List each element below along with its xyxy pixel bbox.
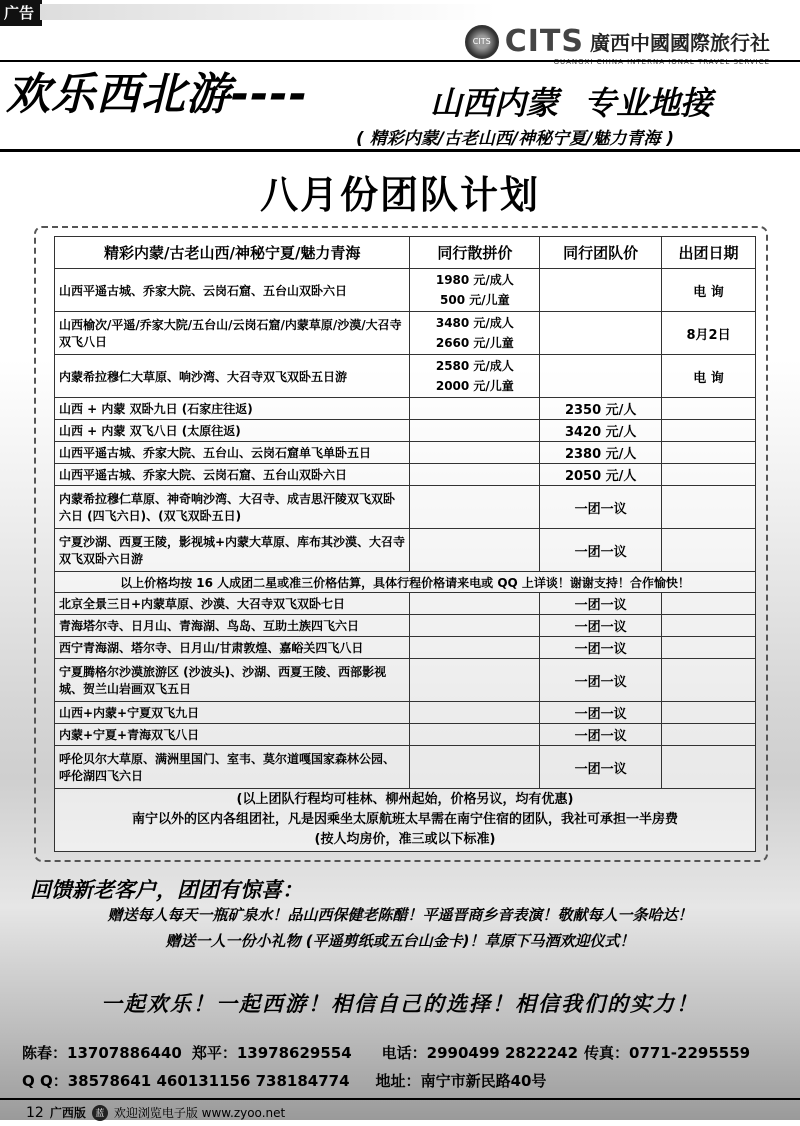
bottom-note-1: (以上团队行程均可桂林、柳州起始，价格另议，均有优惠) <box>236 792 574 807</box>
table-row <box>55 398 756 420</box>
table-row <box>55 724 756 746</box>
route-cell: 西宁青海湖、塔尔寺、日月山/甘肃敦煌、嘉峪关四飞八日 <box>55 637 410 659</box>
adult-price: 2580 元/成人 <box>435 359 514 373</box>
table-row <box>55 702 756 724</box>
group-price-cell: 一团一议 <box>540 746 662 789</box>
qq-label: Q Q： <box>22 1072 68 1090</box>
route-cell: 山西榆次/平遥/乔家大院/五台山/云岗石窟/内蒙草原/沙漠/大召寺双飞八日 <box>55 312 410 355</box>
bottom-notes <box>55 789 756 852</box>
cits-logo <box>465 24 770 66</box>
group-price-cell: 3420 元/人 <box>540 420 662 442</box>
contact-line-1 <box>22 1042 750 1063</box>
route-cell: 山西 + 内蒙 双卧九日 (石家庄往返) <box>55 398 410 420</box>
site-link[interactable]: 欢迎浏览电子版 www.zyoo.net <box>113 1106 286 1120</box>
table-header-row <box>55 237 756 269</box>
table-row <box>55 442 756 464</box>
route-cell: 宁夏腾格尔沙漠旅游区 (沙波头)、沙湖、西夏王陵、西部影视城、贺兰山岩画双飞五日 <box>55 659 410 702</box>
route-cell: 青海塔尔寺、日月山、青海湖、鸟岛、互助土族四飞六日 <box>55 615 410 637</box>
col-header-departure-date: 出团日期 <box>662 237 756 269</box>
group-price-cell: 一团一议 <box>540 486 662 529</box>
brand-name-en: GUANGXI CHINA INTERNA IONAL TRAVEL SERVICE <box>553 58 770 66</box>
contact-name-2-label: 郑平： <box>191 1044 237 1062</box>
tour-plan-table <box>54 236 756 852</box>
child-price: 2660 元/儿童 <box>435 336 514 350</box>
table-row <box>55 269 756 312</box>
cits-emblem-icon: CITS <box>465 25 499 59</box>
brand-name-cn: 廣西中國國際旅行社 <box>590 31 770 55</box>
table-row <box>55 312 756 355</box>
sub-title-service: 专业地接 <box>584 84 713 122</box>
tel-value: 2990499 2822242 <box>426 1044 579 1062</box>
middle-note: 以上价格均按 16 人成团二星或准三价格估算，具体行程价格请来电或 QQ 上详谈！谢谢支持！合作愉快！ <box>55 572 756 593</box>
table-row <box>55 464 756 486</box>
fax-value: 0771-2295559 <box>629 1044 751 1062</box>
col-header-group-price: 同行团队价 <box>540 237 662 269</box>
contact-name-1-phone: 13707886440 <box>67 1044 182 1062</box>
brand-text: CITS <box>504 24 584 59</box>
child-price: 500 元/儿童 <box>440 293 510 307</box>
sub-title-region: 山西内蒙 <box>430 84 559 122</box>
brand-names <box>590 27 770 56</box>
sub-title <box>430 78 712 124</box>
promo-headline: 回馈新老客户，团团有惊喜： <box>30 878 303 902</box>
footer-rule <box>0 1098 800 1100</box>
bottom-note-2: 南宁以外的区内各组团社，凡是因乘坐太原航班太早需在南宁住宿的团队，我社可承担一半房费 <box>131 812 678 827</box>
date-cell: 8月2日 <box>662 312 756 355</box>
group-price-cell: 一团一议 <box>540 529 662 572</box>
contact-line-2 <box>22 1070 546 1091</box>
group-price-cell: 2380 元/人 <box>540 442 662 464</box>
col-header-individual-price: 同行散拼价 <box>410 237 540 269</box>
group-price-cell <box>540 312 662 355</box>
table-row <box>55 486 756 529</box>
table-row <box>55 529 756 572</box>
contact-name-1-label: 陈春： <box>22 1044 68 1062</box>
route-cell: 北京全景三日+内蒙草原、沙漠、大召寺双飞双卧七日 <box>55 593 410 615</box>
date-cell: 电 询 <box>662 269 756 312</box>
address-label: 地址： <box>375 1072 421 1090</box>
price-cell <box>410 355 540 398</box>
route-cell: 山西 + 内蒙 双飞八日 (太原往返) <box>55 420 410 442</box>
main-title: 欢乐西北游---- <box>6 69 309 120</box>
table-row <box>55 420 756 442</box>
group-price-cell <box>540 269 662 312</box>
table-note-row <box>55 572 756 593</box>
route-cell: 内蒙希拉穆仁草原、神奇响沙湾、大召寺、成吉思汗陵双飞双卧六日 (四飞六日)、(双飞双卧五日) <box>55 486 410 529</box>
qq-value: 38578641 460131156 738184774 <box>67 1072 350 1090</box>
route-cell: 山西平遥古城、乔家大院、云岗石窟、五台山双卧六日 <box>55 269 410 312</box>
group-price-cell: 一团一议 <box>540 615 662 637</box>
price-cell <box>410 269 540 312</box>
gift-line-1: 赠送每人每天一瓶矿泉水！品山西保健老陈醋！平遥晋商乡音表演！敬献每人一条哈达！ <box>107 906 693 924</box>
group-price-cell: 一团一议 <box>540 659 662 702</box>
top-rule <box>40 4 800 20</box>
route-cell: 山西平遥古城、乔家大院、五台山、云岗石窟单飞单卧五日 <box>55 442 410 464</box>
route-cell: 呼伦贝尔大草原、满洲里国门、室韦、莫尔道嘎国家森林公园、呼伦湖四飞六日 <box>55 746 410 789</box>
adult-price: 1980 元/成人 <box>435 273 514 287</box>
route-cell: 内蒙希拉穆仁大草原、响沙湾、大召寺双飞双卧五日游 <box>55 355 410 398</box>
footer <box>26 1104 285 1121</box>
fax-label: 传真： <box>584 1044 630 1062</box>
group-price-cell <box>540 355 662 398</box>
tel-label: 电话： <box>381 1044 427 1062</box>
bottom-note-3: (按人均房价，准三或以下标准) <box>314 832 496 847</box>
gift-line-2: 赠送一人一份小礼物 (平遥剪纸或五台山金卡)！草原下马酒欢迎仪式！ <box>165 932 635 950</box>
table-row <box>55 355 756 398</box>
table-row <box>55 746 756 789</box>
group-price-cell: 2350 元/人 <box>540 398 662 420</box>
group-price-cell: 一团一议 <box>540 724 662 746</box>
plan-title: 八月份团队计划 <box>259 173 540 217</box>
table-row <box>55 593 756 615</box>
table-row <box>55 659 756 702</box>
col-header-route: 精彩内蒙/古老山西/神秘宁夏/魅力青海 <box>55 237 410 269</box>
route-cell: 山西+内蒙+宁夏双飞九日 <box>55 702 410 724</box>
edition-label: 广西版 <box>49 1106 86 1120</box>
edition-badge-icon: 蓝 <box>92 1105 108 1121</box>
table-row <box>55 615 756 637</box>
child-price: 2000 元/儿童 <box>435 379 514 393</box>
route-cell: 宁夏沙湖、西夏王陵，影视城+内蒙大草原、库布其沙漠、大召寺双飞双卧六日游 <box>55 529 410 572</box>
ad-tag: 广告 <box>0 0 42 26</box>
group-price-cell: 一团一议 <box>540 702 662 724</box>
route-cell: 内蒙+宁夏+青海双飞八日 <box>55 724 410 746</box>
adult-price: 3480 元/成人 <box>435 316 514 330</box>
price-cell <box>410 312 540 355</box>
address-value: 南宁市新民路40号 <box>420 1072 547 1090</box>
date-cell: 电 询 <box>662 355 756 398</box>
group-price-cell: 一团一议 <box>540 593 662 615</box>
group-price-cell: 一团一议 <box>540 637 662 659</box>
page-number: 12 <box>26 1104 44 1121</box>
table-row <box>55 637 756 659</box>
tagline: ( 精彩内蒙/古老山西/神秘宁夏/魅力青海 ) <box>356 129 675 149</box>
slogan: 一起欢乐！一起西游！相信自己的选择！相信我们的实力！ <box>101 992 699 1016</box>
contact-name-2-phone: 13978629554 <box>236 1044 352 1062</box>
group-price-cell: 2050 元/人 <box>540 464 662 486</box>
table-bottom-notes-row <box>55 789 756 852</box>
route-cell: 山西平遥古城、乔家大院、云岗石窟、五台山双卧六日 <box>55 464 410 486</box>
